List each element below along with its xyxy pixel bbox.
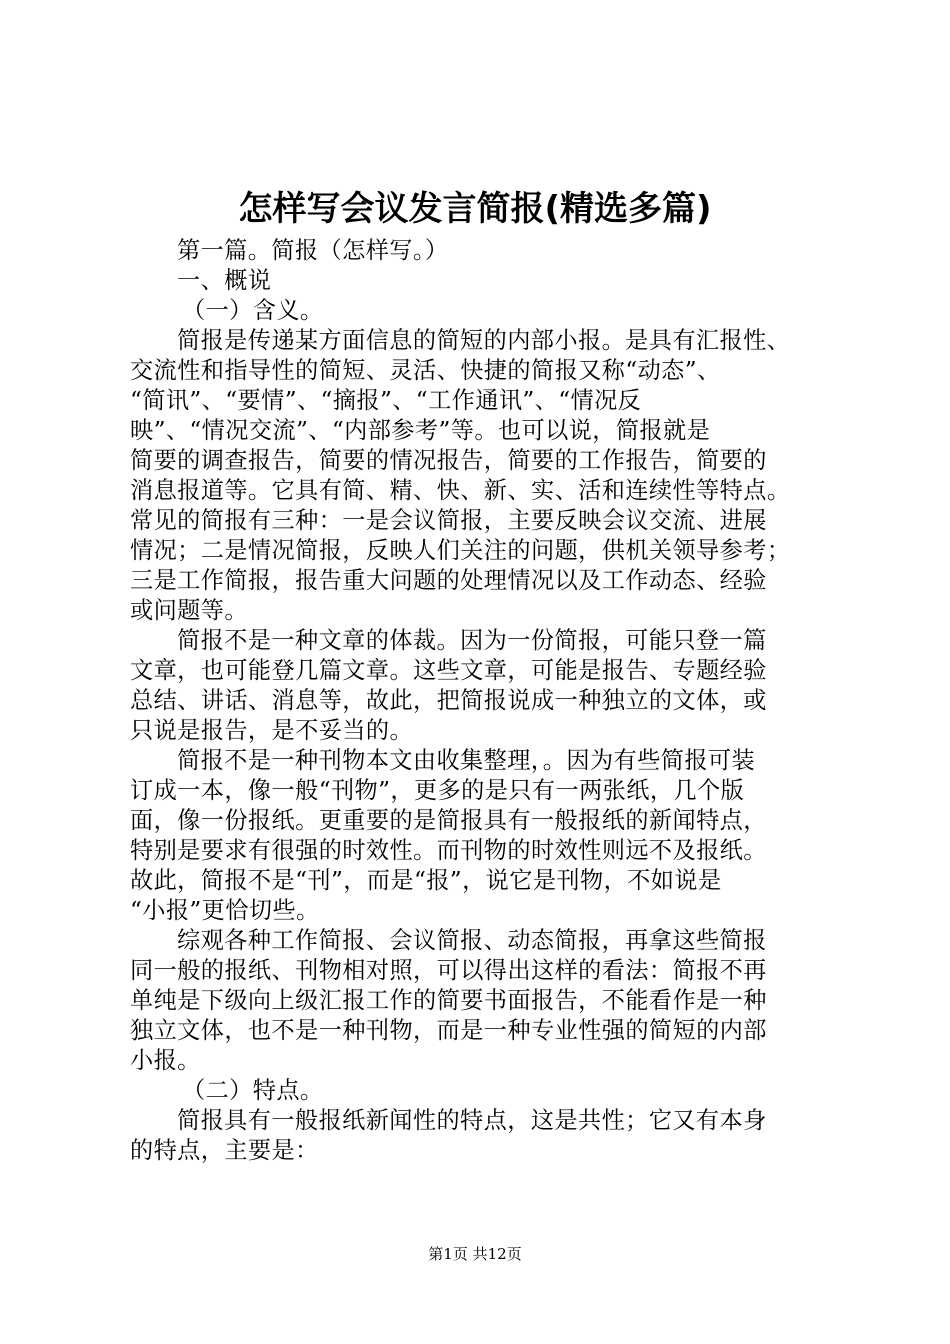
paragraph-line: “简讯”、“要情”、“摘报”、“工作通讯”、“情况反 — [130, 387, 642, 414]
paragraph-line: 只说是报告，是不妥当的。 — [130, 717, 414, 744]
paragraph-line: 交流性和指导性的简短、灵活、快捷的简报又称“动态”、 — [130, 357, 721, 384]
paragraph-line: 或问题等。 — [130, 597, 248, 624]
subsection-heading: （一）含义。 — [182, 297, 324, 324]
paragraph-line: 简报不是一种文章的体裁。因为一份简报，可能只登一篇 — [177, 627, 767, 654]
paragraph-line: 独立文体，也不是一种刊物，而是一种专业性强的简短的内部 — [130, 1017, 767, 1044]
paragraph-line: 综观各种工作简报、会议简报、动态简报，再拿这些简报 — [177, 927, 767, 954]
document-body — [130, 236, 838, 1166]
paragraph-line: 小报。 — [130, 1047, 201, 1074]
paragraph-line: 订成一本，像一般“刊物”，更多的是只有一两张纸，几个版 — [130, 777, 745, 804]
section-heading: 一、概说 — [177, 267, 272, 294]
paragraph-line: 同一般的报纸、刊物相对照，可以得出这样的看法：简报不再 — [130, 957, 767, 984]
paragraph-line: 简要的调查报告，简要的情况报告，简要的工作报告，简要的 — [130, 447, 767, 474]
paragraph-line: 消息报道等。它具有简、精、快、新、实、活和连续性等特点。 — [130, 477, 791, 504]
paragraph-line: 简报是传递某方面信息的简短的内部小报。是具有汇报性、 — [177, 327, 791, 354]
document-title: 怎样写会议发言简报(精选多篇) — [238, 189, 712, 229]
paragraph-line: 面，像一份报纸。更重要的是简报具有一般报纸的新闻特点， — [130, 807, 767, 834]
paragraph-line: 总结、讲话、消息等，故此，把简报说成一种独立的文体，或 — [130, 687, 767, 714]
paragraph-line: 的特点，主要是： — [130, 1137, 319, 1164]
paragraph-line: 单纯是下级向上级汇报工作的简要书面报告，不能看作是一种 — [130, 987, 767, 1014]
paragraph-line: 故此，简报不是“刊”，而是“报”，说它是刊物，不如说是 — [130, 867, 722, 894]
paragraph-line: 文章，也可能登几篇文章。这些文章，可能是报告、专题经验 — [130, 657, 767, 684]
section-heading: 第一篇。简报（怎样写。） — [177, 237, 449, 264]
paragraph-line: 简报不是一种刊物本文由收集整理，。因为有些简报可装 — [177, 747, 756, 774]
subsection-heading: （二）特点。 — [182, 1077, 324, 1104]
paragraph-line: 常见的简报有三种：一是会议简报，主要反映会议交流、进展 — [130, 507, 767, 534]
page-footer: 第1页 共12页 — [428, 1245, 522, 1263]
paragraph-line: 映”、“情况交流”、“内部参考”等。也可以说，简报就是 — [130, 417, 711, 444]
paragraph-line: 简报具有一般报纸新闻性的特点，这是共性；它又有本身 — [177, 1107, 767, 1134]
paragraph-line: “小报”更恰切些。 — [130, 897, 320, 924]
paragraph-line: 情况；二是情况简报，反映人们关注的问题，供机关领导参考； — [130, 537, 791, 564]
paragraph-line: 三是工作简报，报告重大问题的处理情况以及工作动态、经验 — [130, 567, 767, 594]
paragraph-line: 特别是要求有很强的时效性。而刊物的时效性则远不及报纸。 — [130, 837, 767, 864]
